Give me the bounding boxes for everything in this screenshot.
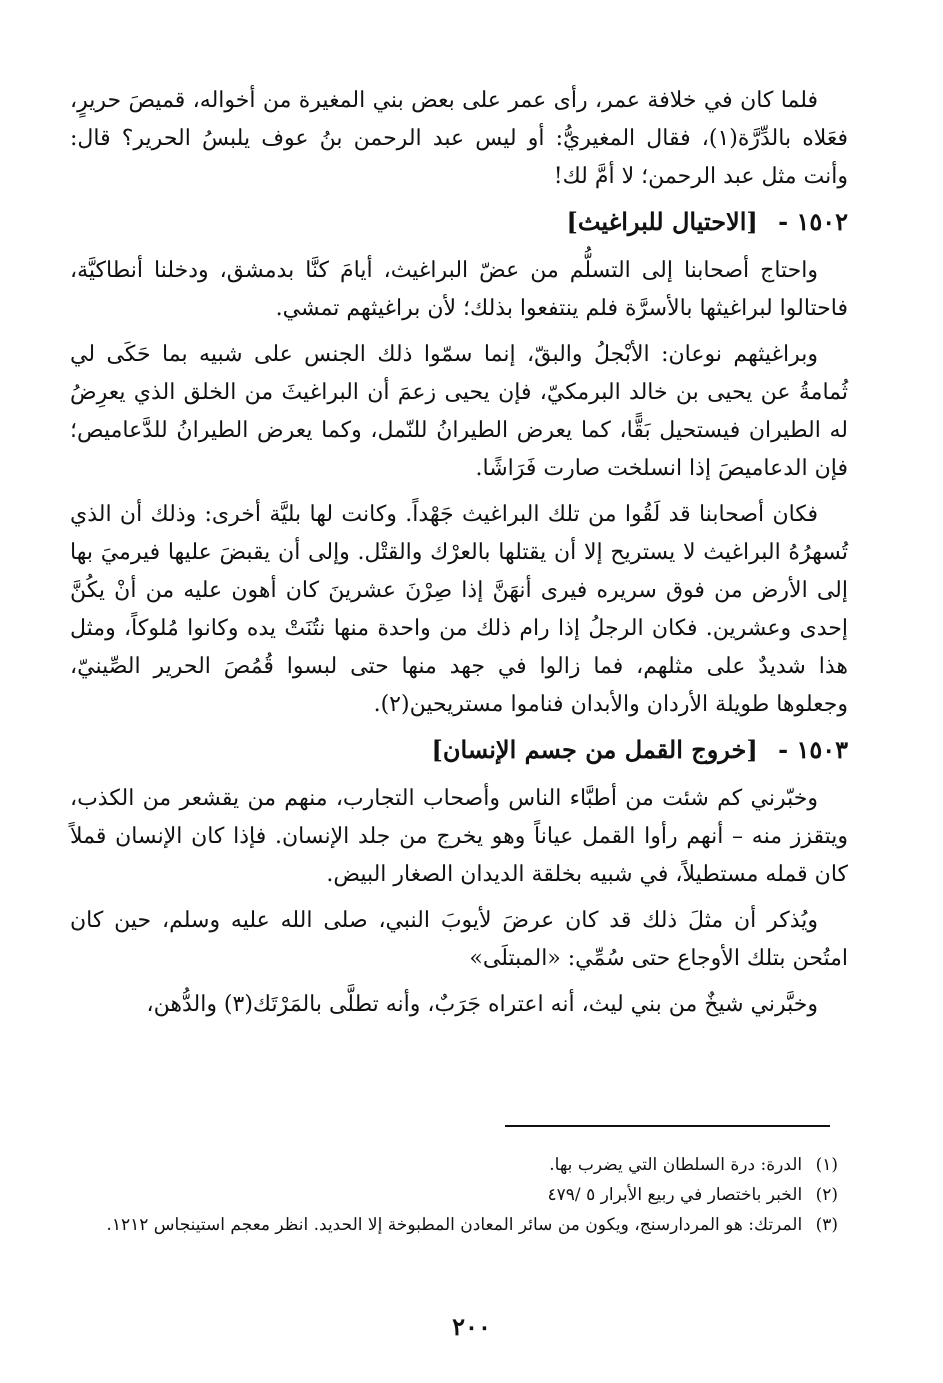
page-number: ٢٠٠ bbox=[452, 1312, 491, 1341]
paragraph: وبراغيثهم نوعان: الأبْجلُ والبقّ، إنما سمّوا ذلك الجنس على شبيه بما حَكَى لي ثُمامةُ عن يحيى بن خالد البرمكيّ، فإن يحيى زعمَ أن البراغيثَ من الخلق الذي يعرِضُ له الطيران فيستحيل بَقًّا، كما يعرض الطيرانُ للنّمل، وكما يعرض الطيرانُ للدَّعاميص؛ فإن الدعاميصَ إذا انسلخت صارت فَرَاشًا. bbox=[70, 342, 848, 481]
footnote-divider bbox=[505, 1125, 830, 1127]
footnote-mark: (٢) bbox=[815, 1185, 838, 1205]
section-heading-1502 bbox=[70, 204, 848, 240]
paragraph: وخبَّرني شيخٌ من بني ليث، أنه اعتراه جَرَبٌ، وأنه تطلَّى بالمَرْتَك(٣) والدُّهن، bbox=[146, 992, 818, 1017]
footnote-text: المرتك: هو المردارسنج، ويكون من سائر المعادن المطبوخة إلا الحديد. انظر معجم استينجاس ١٢١٢. bbox=[106, 1215, 803, 1235]
heading-number: ١٥٠٢ - bbox=[778, 207, 848, 236]
footnote-mark: (١) bbox=[815, 1155, 838, 1175]
footnote-mark: (٣) bbox=[815, 1215, 838, 1235]
heading-number: ١٥٠٣ - bbox=[778, 735, 848, 764]
paragraph: وخبّرني كم شئت من أطبَّاء الناس وأصحاب التجارب، منهم من يقشعر من الكذب، ويتقزز منه – أنهم رأوا القمل عياناً وهو يخرج من جلد الإنسان. فإذا كان الإنسان قملاً كان قمله مستطيلاً، في شبيه بخلقة الديدان الصغار البيض. bbox=[70, 786, 848, 887]
paragraph: واحتاج أصحابنا إلى التسلُّم من عضّ البراغيث، أيامَ كنَّا بدمشق، ودخلنا أنطاكيَّة، فاحتالوا لبراغيثها بالأسرَّة فلم ينتفعوا بذلك؛ لأن براغيثهم تمشي. bbox=[70, 258, 848, 321]
heading-title: [الاحتيال للبراغيث] bbox=[566, 207, 758, 236]
footnote bbox=[70, 1150, 838, 1180]
heading-title: [خروج القمل من جسم الإنسان] bbox=[431, 735, 758, 764]
paragraph: فلما كان في خلافة عمر، رأى عمر على بعض بني المغيرة من أخواله، قميصَ حريرٍ، فعَلاه بالدِّرَّة(١)، فقال المغيريُّ: أو ليس عبد الرحمن بنُ عوف يلبسُ الحرير؟ قال: وأنت مثل عبد الرحمن؛ لا أمَّ لك! bbox=[70, 88, 848, 189]
footnote bbox=[70, 1180, 838, 1210]
footnotes bbox=[70, 1150, 838, 1240]
footnote-text: الخبر باختصار في ربيع الأبرار ٥ /٤٧٩ bbox=[547, 1185, 803, 1205]
paragraph: ويُذكر أن مثلَ ذلك قد كان عرضَ لأيوبَ النبي، صلى الله عليه وسلم، حين كان امتُحن بتلك الأوجاع حتى سُمِّي: «المبتلَى» bbox=[70, 908, 848, 971]
section-heading-1503 bbox=[70, 732, 848, 768]
paragraph: فكان أصحابنا قد لَقُوا من تلك البراغيث جَهْداً. وكانت لها بليَّة أخرى: وذلك أن الذي تُسهرُهُ البراغيث لا يستريح إلا أن يقتلها بالعرْك والقتْل. وإلى أن يقبضَ عليها فيرميَ بها إلى الأرض من فوق سريره فيرى أنهَنَّ إذا صِرْنَ عشرينَ كان أهون عليه من أنْ يكُنَّ إحدى وعشرين. فكان الرجلُ إذا رام ذلك من واحدة منها نتُنَتْ يده وكانوا مُلوكاً، ومثل هذا شديدٌ على مثلهم، فما زالوا في جهد منها حتى لبسوا قُمُصَ الحرير الصِّينيّ، وجعلوها طويلة الأردان والأبدان فناموا مستريحين(٢). bbox=[70, 502, 848, 717]
footnote-text: الدرة: درة السلطان التي يضرب بها. bbox=[549, 1155, 803, 1175]
page-body bbox=[70, 82, 848, 1024]
footnote bbox=[70, 1210, 838, 1240]
